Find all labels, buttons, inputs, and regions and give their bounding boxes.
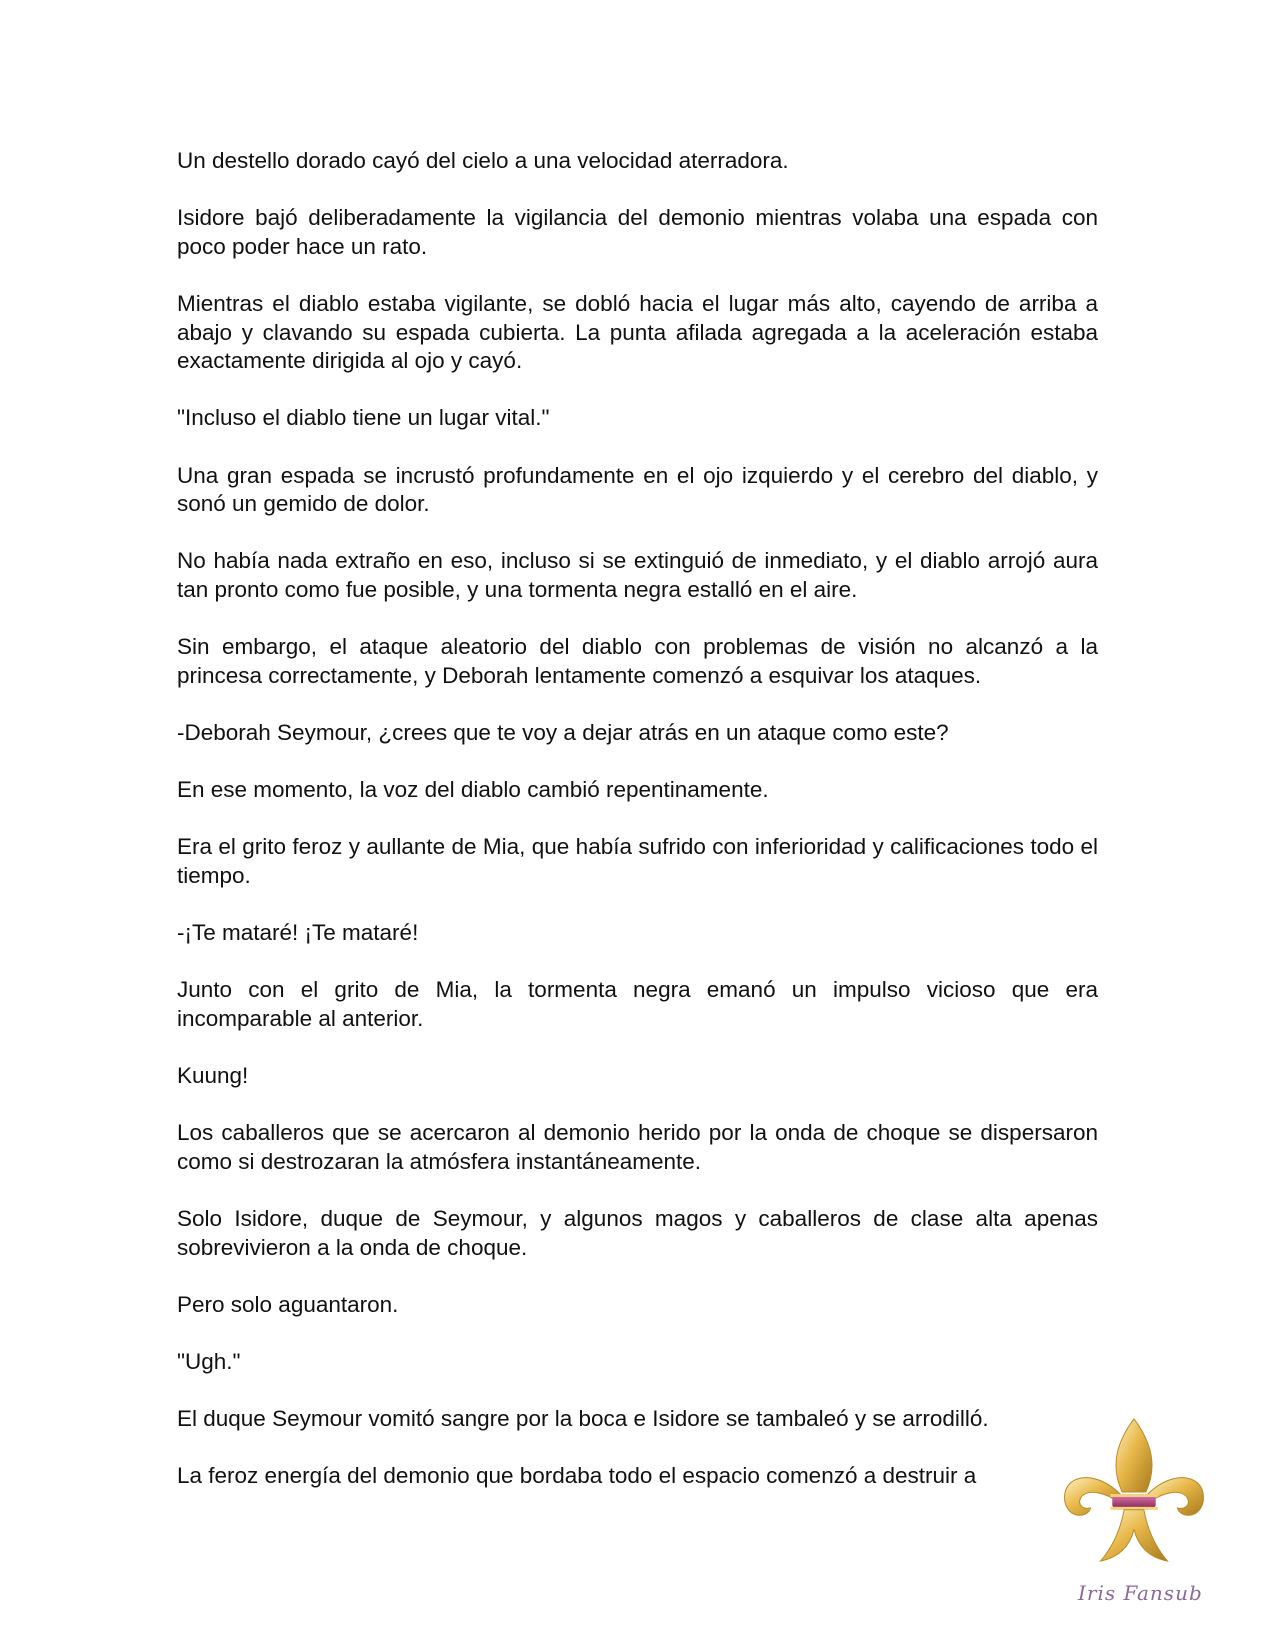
paragraph: El duque Seymour vomitó sangre por la boca e Isidore se tambaleó y se arrodilló.: [177, 1406, 989, 1432]
paragraph: "Ugh.": [177, 1348, 241, 1374]
paragraph: Sin embargo, el ataque aleatorio del diablo con problemas de visión no alcanzó a la princesa correctamente, y Deborah lentamente comenzó a esquivar los ataques.: [177, 634, 1098, 688]
paragraph: Era el grito feroz y aullante de Mia, que había sufrido con inferioridad y calificaciones todo el tiempo.: [177, 834, 1098, 888]
paragraph: Junto con el grito de Mia, la tormenta negra emanó un impulso vicioso que era incomparable al anterior.: [177, 977, 1098, 1031]
paragraph: Solo Isidore, duque de Seymour, y algunos magos y caballeros de clase alta apenas sobrevivieron a la onda de choque.: [177, 1205, 1098, 1260]
watermark-signature: Iris Fansub: [1078, 1581, 1203, 1605]
fleur-de-lis-icon: [1055, 1415, 1213, 1573]
paragraph: No había nada extraño en eso, incluso si se extinguió de inmediato, y el diablo arrojó aura tan pronto como fue posible, y una tormenta negra estalló en el aire.: [177, 548, 1098, 602]
paragraph: Un destello dorado cayó del cielo a una velocidad aterradora.: [177, 148, 789, 173]
paragraph: En ese momento, la voz del diablo cambió repentinamente.: [177, 777, 769, 803]
paragraph: Isidore bajó deliberadamente la vigilancia del demonio mientras volaba una espada con poco poder hace un rato.: [177, 205, 1098, 259]
body-text: [177, 147, 1098, 1520]
paragraph: Pero solo aguantaron.: [177, 1291, 399, 1317]
paragraph: La feroz energía del demonio que bordaba todo el espacio comenzó a destruir a: [177, 1463, 977, 1489]
paragraph: Kuung!: [177, 1063, 249, 1088]
paragraph: Una gran espada se incrustó profundamente en el ojo izquierdo y el cerebro del diablo, y sonó un gemido de dolor.: [177, 462, 1098, 517]
paragraph: "Incluso el diablo tiene un lugar vital.": [177, 405, 550, 431]
paragraph: -Deborah Seymour, ¿crees que te voy a dejar atrás en un ataque como este?: [177, 719, 949, 745]
paragraph: Mientras el diablo estaba vigilante, se dobló hacia el lugar más alto, cayendo de arriba a abajo y clavando su espada cubierta. La punta afilada agregada a la aceleración estaba exactamente dirigida al ojo y cayó.: [177, 290, 1098, 374]
paragraph: -¡Te mataré! ¡Te mataré!: [177, 920, 419, 946]
paragraph: Los caballeros que se acercaron al demonio herido por la onda de choque se dispersaron como si destrozaran la atmósfera instantáneamente.: [177, 1120, 1098, 1174]
